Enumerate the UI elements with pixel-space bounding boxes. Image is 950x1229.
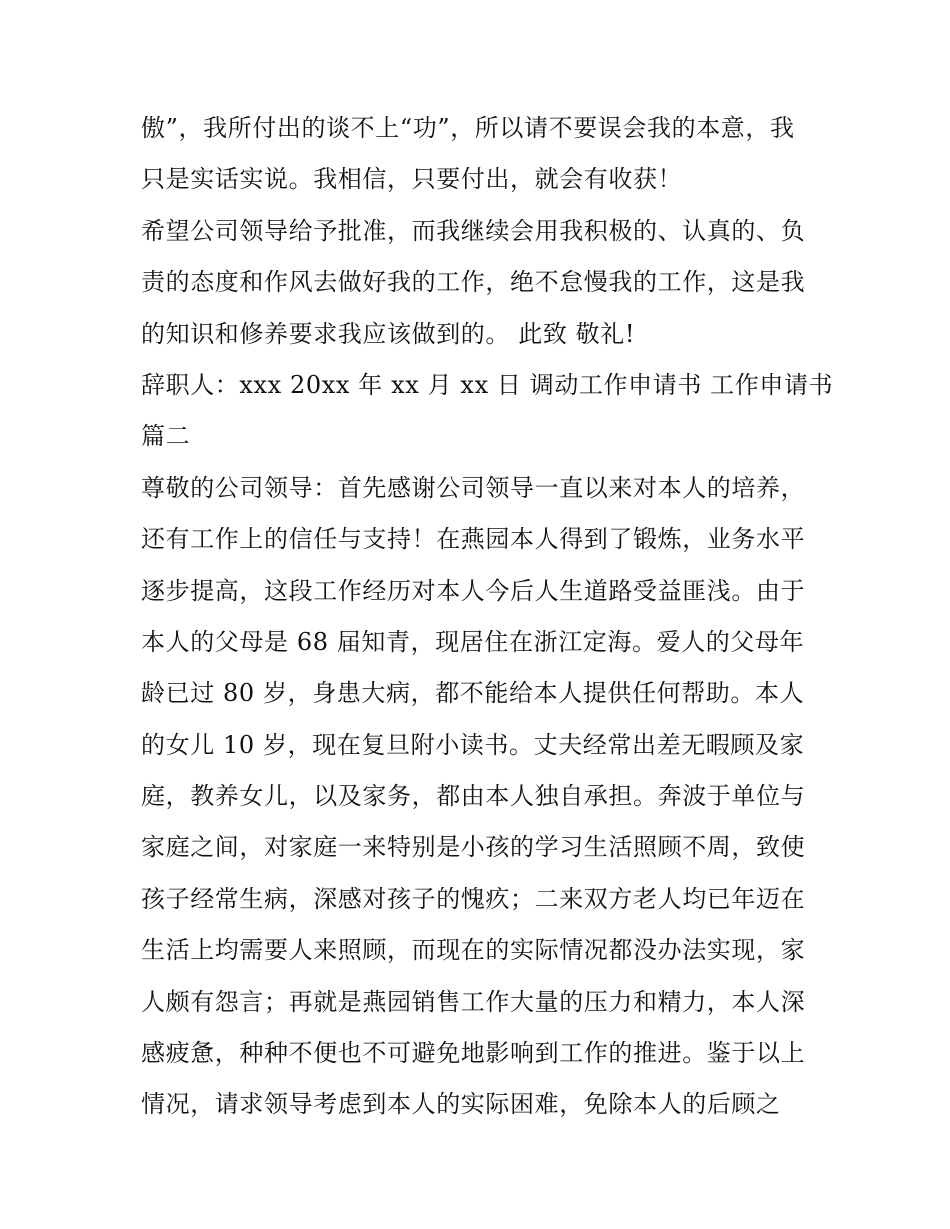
text-line-11: 本人的父母是 68 届知青，现居住在浙江定海。爱人的父母年 <box>141 627 805 656</box>
text-line-17: 生活上均需要人来照顾，而现在的实际情况都没办法实现，家 <box>141 936 806 965</box>
text-line-13: 的女儿 10 岁，现在复旦附小读书。丈夫经常出差无暇顾及家 <box>141 730 805 759</box>
section-heading: 篇二 <box>141 422 191 451</box>
text-line-8: 尊敬的公司领导：首先感谢公司领导一直以来对本人的培养， <box>141 473 806 502</box>
text-line-10: 逐步提高，这段工作经历对本人今后人生道路受益匪浅。由于 <box>141 576 806 605</box>
text-line-4: 责的态度和作风去做好我的工作，绝不怠慢我的工作，这是我 <box>141 268 806 297</box>
text-line-3: 希望公司领导给予批准，而我继续会用我积极的、认真的、负 <box>141 216 806 245</box>
text-line-5: 的知识和修养要求我应该做到的。 此致 敬礼! <box>141 319 636 348</box>
text-line-20: 情况，请求领导考虑到本人的实际困难，免除本人的后顾之 <box>141 1090 781 1119</box>
text-line-19: 感疲惫，种种不便也不可避免地影响到工作的推进。鉴于以上 <box>141 1039 806 1068</box>
text-line-12: 龄已过 80 岁，身患大病，都不能给本人提供任何帮助。本人 <box>141 679 805 708</box>
text-line-18: 人颇有怨言；再就是燕园销售工作大量的压力和精力，本人深 <box>141 987 806 1016</box>
text-line-1: 傲”，我所付出的谈不上“功”，所以请不要误会我的本意，我 <box>141 114 795 142</box>
document-body <box>141 103 834 1131</box>
text-line-15: 家庭之间，对家庭一来特别是小孩的学习生活照顾不周，致使 <box>141 833 806 862</box>
signature-line: 辞职人：xxx 20xx 年 xx 月 xx 日 调动工作申请书 工作申请书 <box>141 370 834 399</box>
text-line-9: 还有工作上的信任与支持！在燕园本人得到了锻炼，业务水平 <box>141 525 806 554</box>
text-line-14: 庭，教养女儿，以及家务，都由本人独自承担。奔波于单位与 <box>141 782 806 811</box>
text-line-2: 只是实话实说。我相信，只要付出，就会有收获！ <box>141 165 683 194</box>
text-line-16: 孩子经常生病，深感对孩子的愧疚；二来双方老人均已年迈在 <box>141 884 806 913</box>
